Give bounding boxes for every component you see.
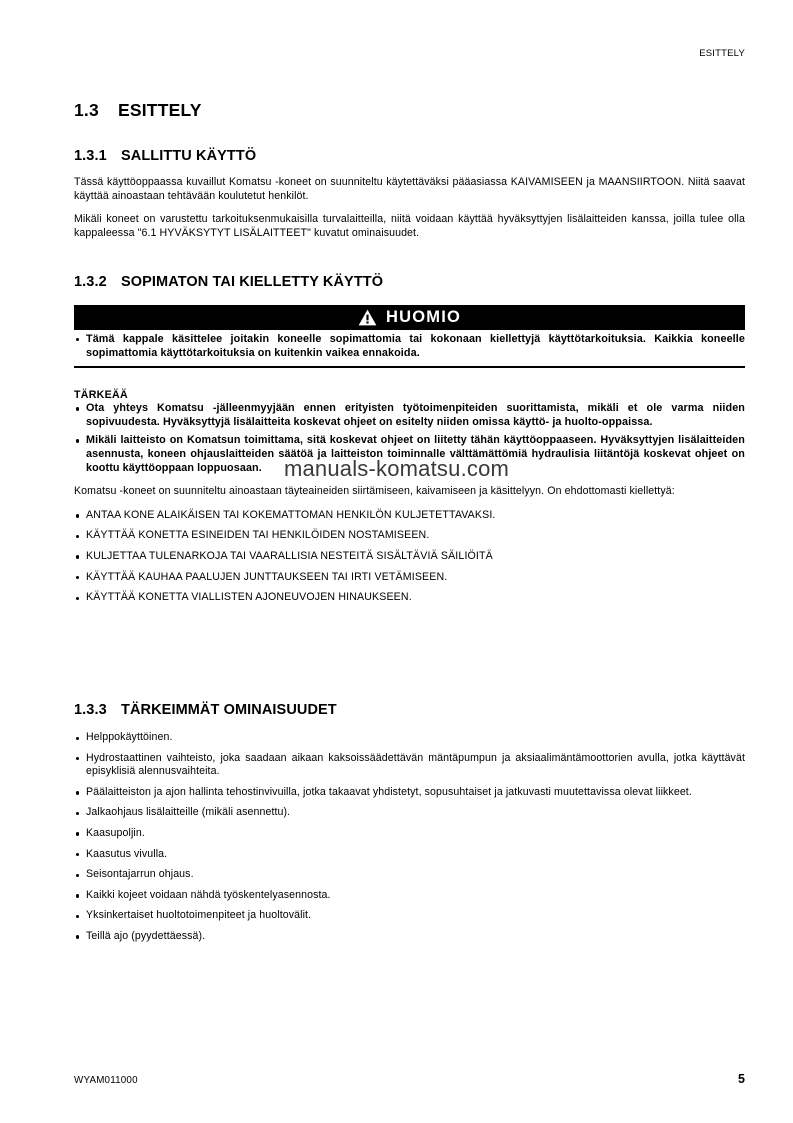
- page-title: [74, 100, 202, 121]
- permitted-paragraph-2: Mikäli koneet on varustettu tarkoituksenmukaisilla turvalaitteilla, niitä voidaan käyttää hyväksyttyjen lisälaitteiden kanssa, joilla tulee olla kappaleessa "6.1 HYVÄKSYTYT LISÄLAITTEET" kuvatut ominaisuudet.: [74, 213, 745, 239]
- important-block: [74, 389, 745, 475]
- list-item: Seisontajarrun ohjaus.: [74, 868, 745, 882]
- list-item: Päälaitteiston ja ajon hallinta tehostinvivuilla, jotka takaavat yhdistetyt, sopusuhtaiset ja jatkuvasti muutettavissa olevat liikkeet.: [74, 786, 745, 800]
- running-header: ESITTELY: [699, 48, 745, 59]
- important-label: TÄRKEÄÄ: [74, 389, 128, 402]
- list-item: Hydrostaattinen vaihteisto, joka saadaan aikaan kaksoissäädettävän mäntäpumpun ja aksiaalimäntämoottorien avulla, jotka käyttävät episyklisiä alennusvaihteita.: [74, 752, 745, 779]
- list-item: Mikäli laitteisto on Komatsun toimittama, sitä koskevat ohjeet on liitetty tähän käyttöoppaaseen. Hyväksyttyjen lisälaitteiden asennusta, koneen ohjauslaitteiden säätöä ja laitteiston toiminnalle välttämättömiä hydraulisia liitäntöjä koskevat ohjeet on koottu käyttöoppaan loppuosaan.: [74, 434, 745, 475]
- section-unsuitable-heading: [74, 274, 745, 290]
- watermark: manuals-komatsu.com: [283, 456, 510, 481]
- section-features-heading: [74, 702, 745, 718]
- section-permitted-number: 1.3.1: [74, 148, 107, 164]
- list-item: KÄYTTÄÄ KONETTA VIALLISTEN AJONEUVOJEN HINAUKSEEN.: [74, 591, 745, 605]
- page-title-text: ESITTELY: [118, 100, 202, 120]
- list-item: Kaikki kojeet voidaan nähdä työskentelyasennosta.: [74, 889, 745, 903]
- caution-box: [74, 305, 745, 368]
- list-item: Kaasupoljin.: [74, 827, 745, 841]
- prohibited-list: [74, 509, 745, 605]
- caution-label: HUOMIO: [385, 308, 462, 327]
- list-item: Teillä ajo (pyydettäessä).: [74, 930, 745, 944]
- list-item: ANTAA KONE ALAIKÄISEN TAI KOKEMATTOMAN HENKILÖN KULJETETTAVAKSI.: [74, 509, 745, 523]
- permitted-paragraph-1: Tässä käyttöoppaassa kuvaillut Komatsu -koneet on suunniteltu käytettäväksi pääasiassa KAIVAMISEEN ja MAANSIIRTOON. Niitä saavat käyttää ainoastaan tehtävään koulutetut henkilöt.: [74, 176, 745, 202]
- caution-body: [74, 330, 745, 368]
- list-item: KULJETTAA TULENARKOJA TAI VAARALLISIA NESTEITÄ SISÄLTÄVIÄ SÄILIÖITÄ: [74, 550, 745, 564]
- list-item: Ota yhteys Komatsu -jälleenmyyjään ennen erityisten työtoimenpiteiden suorittamista, mikäli et ole varma niiden sopivuudesta. Hyväksyttyjä lisälaitteita koskevat ohjeet on esitelty niiden omissa käyttö- ja huolto-oppaissa.: [74, 402, 745, 429]
- document-code: WYAM011000: [74, 1075, 138, 1086]
- caution-bullet-list: [74, 333, 745, 360]
- list-item: Tämä kappale käsittelee joitakin koneelle sopimattomia tai kokonaan kiellettyjä käyttötarkoituksia. Kaikkia koneelle sopimattomia käyttötarkoituksia on kuitenkin vaikea ennakoida.: [74, 333, 745, 360]
- section-permitted-heading: [74, 148, 745, 164]
- list-item: KÄYTTÄÄ KAUHAA PAALUJEN JUNTTAUKSEEN TAI IRTI VETÄMISEEN.: [74, 571, 745, 585]
- features-list: [74, 731, 745, 944]
- section-main-features: [74, 702, 745, 944]
- list-item: Helppokäyttöinen.: [74, 731, 745, 745]
- important-bullet-list: [74, 402, 745, 475]
- list-item: Kaasutus vivulla.: [74, 848, 745, 862]
- section-features-title: TÄRKEIMMÄT OMINAISUUDET: [121, 702, 337, 718]
- list-item: Jalkaohjaus lisälaitteille (mikäli asennettu).: [74, 806, 745, 820]
- section-permitted-title: SALLITTU KÄYTTÖ: [121, 148, 257, 164]
- section-unsuitable-number: 1.3.2: [74, 274, 107, 290]
- list-item: KÄYTTÄÄ KONETTA ESINEIDEN TAI HENKILÖIDEN NOSTAMISEEN.: [74, 529, 745, 543]
- page-number: 5: [738, 1072, 745, 1086]
- warning-triangle-icon: [358, 309, 377, 326]
- page-footer: [74, 1072, 745, 1086]
- list-item: Yksinkertaiset huoltotoimenpiteet ja huoltovälit.: [74, 909, 745, 923]
- section-features-number: 1.3.3: [74, 702, 107, 718]
- prohibited-lead-paragraph: Komatsu -koneet on suunniteltu ainoastaan täyteaineiden siirtämiseen, kaivamiseen ja käsittelyyn. On ehdottomasti kiellettyä:: [74, 485, 675, 498]
- section-permitted-use: [74, 148, 745, 240]
- section-unsuitable-use: [74, 274, 745, 605]
- caution-banner: [74, 305, 745, 330]
- page-title-number: 1.3: [74, 100, 99, 120]
- section-unsuitable-title: SOPIMATON TAI KIELLETTY KÄYTTÖ: [121, 274, 384, 290]
